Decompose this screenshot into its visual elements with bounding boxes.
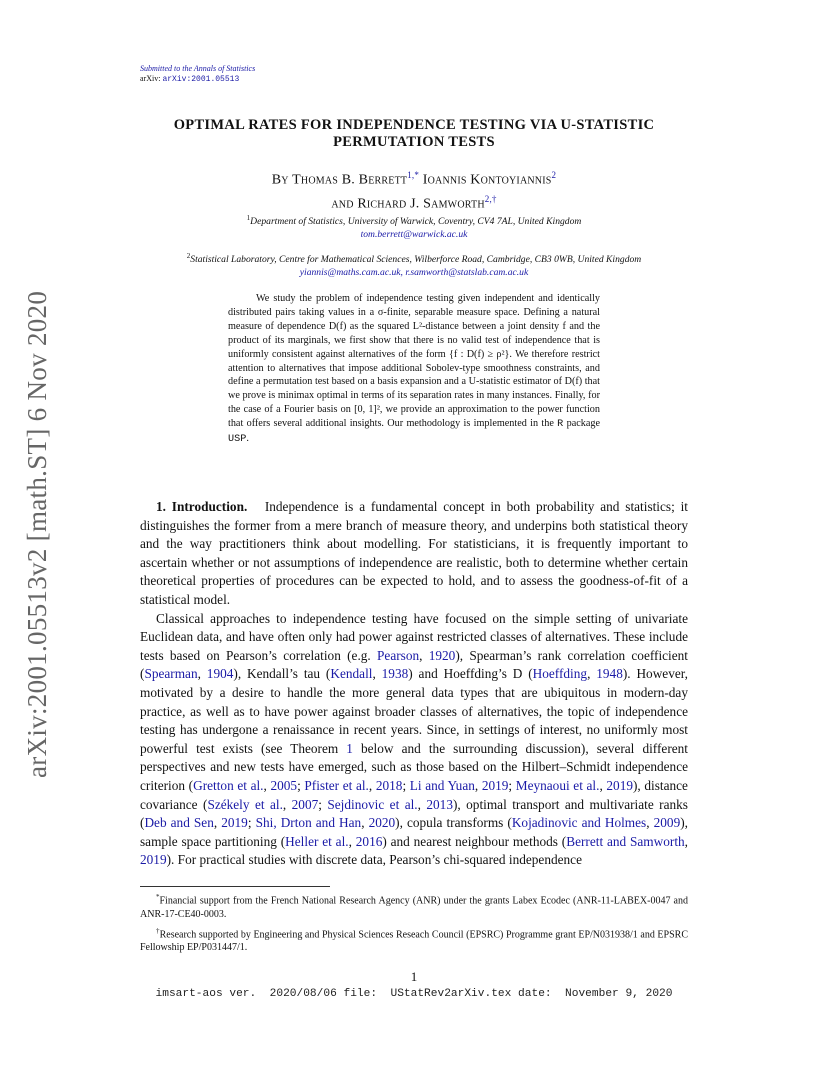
citation-link[interactable]: Kojadinovic and Holmes [511,815,647,831]
citation-link[interactable]: 1920 [428,647,456,663]
citation-link[interactable]: 2019 [606,777,633,793]
and-label: and [331,196,354,212]
abstract-paragraph [228,292,600,447]
citation-link[interactable]: Hoeffding [532,666,588,682]
paragraph-text: ) and nearest neighbour methods ( [382,833,567,849]
citation-link[interactable]: 2016 [355,833,383,849]
citation-link[interactable]: Meynaoui et al. [515,777,600,793]
citation-link[interactable]: Shi, Drton and Han [255,815,362,831]
author-affil-mark[interactable]: 1,* [407,170,420,180]
abstract-text: package [563,418,600,430]
paragraph-text: Independence is a fundamental concept in both probability and statistics; it distinguishes the former from a mere branch of measure theory, and underpins both statistical theory and the way practitioners think about modelling. For statisticians, it is frequently important to ascertain whether or not assumptions of independence are realistic, both to determine whether certain theoretical properties of procedures can be expected to hold, and to assess the goodness-of-fit of a statistical model. [140,499,688,607]
affil-number: 2 [186,252,191,260]
pkg-r: R [557,419,564,431]
citation-link[interactable]: 2020 [368,815,396,831]
citation-link[interactable]: Spearman [144,666,198,682]
citation-link[interactable]: 2007 [291,796,319,812]
citation-link[interactable]: Pfister et al. [304,777,369,793]
arxiv-side-stamp: arXiv:2001.05513v2 [math.ST] 6 Nov 2020 [22,290,52,778]
author-affil-mark[interactable]: 2,† [484,193,497,204]
arxiv-id-link[interactable]: arXiv:2001.05513 [162,75,240,84]
affil-number: 1 [246,214,251,222]
citation-link[interactable]: Deb and Sen [144,815,214,831]
abstract [228,292,600,447]
author-name: Richard J. Samworth [357,196,485,212]
author-affil-mark[interactable]: 2 [551,170,557,180]
affil-text: Statistical Laboratory, Centre for Mathematical Sciences, Wilberforce Road, Cambridge, CB3 0WB, United Kingdom [190,254,642,266]
footnote-rule [140,886,330,887]
paragraph-text: ). However, motivated by a desire to handle the more general data types that are ubiquitous in modern-day practice, as well as to have power against broader classes of alternatives, the topic of independence testing has undergone a renaissance in recent years. Since, in settings of interest, no uniformly most powerful test exists (see Theorem [140,666,688,756]
citation-link[interactable]: Sejdinovic et al. [327,796,418,812]
paragraph-text: ). For practical studies with discrete data, Pearson’s chi-squared independence [166,852,582,868]
author-block [140,166,688,213]
citation-link[interactable]: Berrett and Samworth [566,833,685,849]
paragraph-text: ), Spearman’s rank correlation coefficient ( [140,647,688,682]
citation-link[interactable]: Heller et al. [285,833,349,849]
paragraph-text: ), sample space partitioning ( [140,815,688,849]
footnote-text: Research supported by Engineering and Physical Sciences Reseach Council (EPSRC) Programme grant EP/N031938/1 and EPSRC Fellowship EP/P031447/1. [140,928,689,954]
author-line-1 [140,166,688,190]
citation-link[interactable]: 2019 [481,777,509,793]
by-label: By [271,172,289,188]
citation-link[interactable]: 2018 [375,777,403,793]
section-heading: 1. Introduction. [156,499,248,514]
author-name: Thomas B. Berrett [292,172,408,188]
affil-email-link[interactable]: tom.berrett@warwick.ac.uk [360,228,468,240]
affiliation-2 [140,250,688,279]
paragraph-text: ), copula transforms ( [395,815,512,831]
citation-link[interactable]: Székely et al. [207,796,283,812]
author-line-2 [140,190,688,214]
footnote [140,891,688,922]
author-name: Ioannis Kontoyiannis [422,172,552,188]
footnote [140,925,688,956]
footnote-text: Financial support from the French National Research Agency (ANR) under the grants Labex Ecodec (ANR-11-LABEX-0047 and ANR-17-CE40-0003. [140,895,688,920]
citation-link[interactable]: 2013 [426,796,453,812]
footnote-mark: † [156,926,160,935]
affiliation-1 [140,212,688,241]
citation-link[interactable]: 1948 [596,666,623,682]
paragraph-text: ), optimal transport and multivariate ranks ( [140,796,688,831]
pkg-usp: USP [228,434,247,446]
paragraph-text: Classical approaches to independence testing have focused on the simple setting of univariate Euclidean data, and have often only had power against restricted classes of alternatives. These include tests based on Pearson’s correlation (e.g. [140,610,688,663]
arxiv-prefix: arXiv: [140,74,163,83]
citation-link[interactable]: 2005 [270,777,298,793]
affil-email-link[interactable]: yiannis@maths.cam.ac.uk, r.samworth@statslab.cam.ac.uk [299,266,529,278]
abstract-text: . [246,433,249,445]
running-header [140,64,255,85]
citation-link[interactable]: 1938 [381,666,409,682]
arxiv-line [140,74,255,85]
paper-title [140,117,688,151]
paragraph-text: ) and Hoeffding’s D ( [408,666,533,682]
citation-link[interactable]: 2019 [140,852,167,868]
paragraph-text: ), distance covariance ( [140,777,688,812]
citation-link[interactable]: 1904 [206,666,234,682]
title-line-2: PERMUTATION TESTS [333,134,495,150]
citation-link[interactable]: Kendall [330,666,373,682]
page-number: 1 [410,969,418,984]
journal-note: Submitted to the Annals of Statistics [140,64,256,73]
paragraph-text: ), Kendall’s tau ( [233,666,331,682]
citation-link[interactable]: 2019 [221,815,248,831]
footnotes [140,891,688,958]
citation-link[interactable]: Pearson [377,647,420,663]
citation-link[interactable]: Li and Yuan [409,777,475,793]
title-line-1: OPTIMAL RATES FOR INDEPENDENCE TESTING VIA U-STATISTIC [173,117,655,133]
citation-link[interactable]: Gretton et al. [193,777,264,793]
footnote-mark: * [156,893,160,901]
intro-paragraph-2: Classical approaches to independence testing have focused on the simple setting of univariate Euclidean data, and have often only had power against restricted classes of alternatives. These include tests based on Pearson’s correlation (e.g. Pearson, 1920), Spearman’s rank correlation coefficient (Spearman, 1904), Kendall’s tau (Kendall, 1938) and Hoeffding’s D (Hoeffding, 1948). However, motivated by a desire to handle the more general data types that are ubiquitous in modern-day practice, as well as to have power against broader classes of alternatives, the topic of independence testing has undergone a renaissance in recent years. Since, in settings of interest, no uniformly most powerful test exists (see Theorem 1 below and the surrounding discussion), several different perspectives and new tests have emerged, such as those based on the Hilbert–Schmidt independence criterion (Gretton et al., 2005; Pfister et al., 2018; Li and Yuan, 2019; Meynaoui et al., 2019), distance covariance (Székely et al., 2007; Sejdinovic et al., 2013), optimal transport and multivariate ranks (Deb and Sen, 2019; Shi, Drton and Han, 2020), copula transforms (Kojadinovic and Holmes, 2009), sample space partitioning (Heller et al., 2016) and nearest neighbour methods (Berrett and Samworth, 2019). For practical studies with discrete data, Pearson’s chi-squared independence [140,610,688,868]
abstract-text: We study the problem of independence testing given independent and identically distributed pairs taking values in a σ-finite, separable measure space. Defining a natural measure of dependence D(f) as the squared L²-distance between a joint density f and the product of its marginals, we first show that there is no valid test of independence that is uniformly consistent against alternatives of the form {f : D(f) ≥ ρ²}. We therefore restrict attention to alternatives that impose additional Sobolev-type smoothness constraints, and define a permutation test based on a basis expansion and a U-statistic estimator of D(f) that we prove is minimax optimal in terms of its separation rates in many instances. Finally, for the case of a Fourier basis on [0, 1]², we provide an approximation to the power function that offers several additional insights. Our methodology is implemented in the [228,293,600,430]
paragraph-text: below and the surrounding discussion), several different perspectives and new tests have emerged, such as those based on the Hilbert–Schmidt independence criterion ( [140,740,688,793]
affil-text: Department of Statistics, University of Warwick, Coventry, CV4 7AL, United Kingdom [250,216,582,228]
citation-link[interactable]: 2009 [653,815,681,831]
theorem-ref-link[interactable]: 1 [346,740,353,756]
intro-paragraph-1 [140,498,688,610]
main-text [140,498,688,870]
imsart-footer: imsart-aos ver. 2020/08/06 file: UStatRev2arXiv.tex date: November 9, 2020 [155,988,673,1000]
